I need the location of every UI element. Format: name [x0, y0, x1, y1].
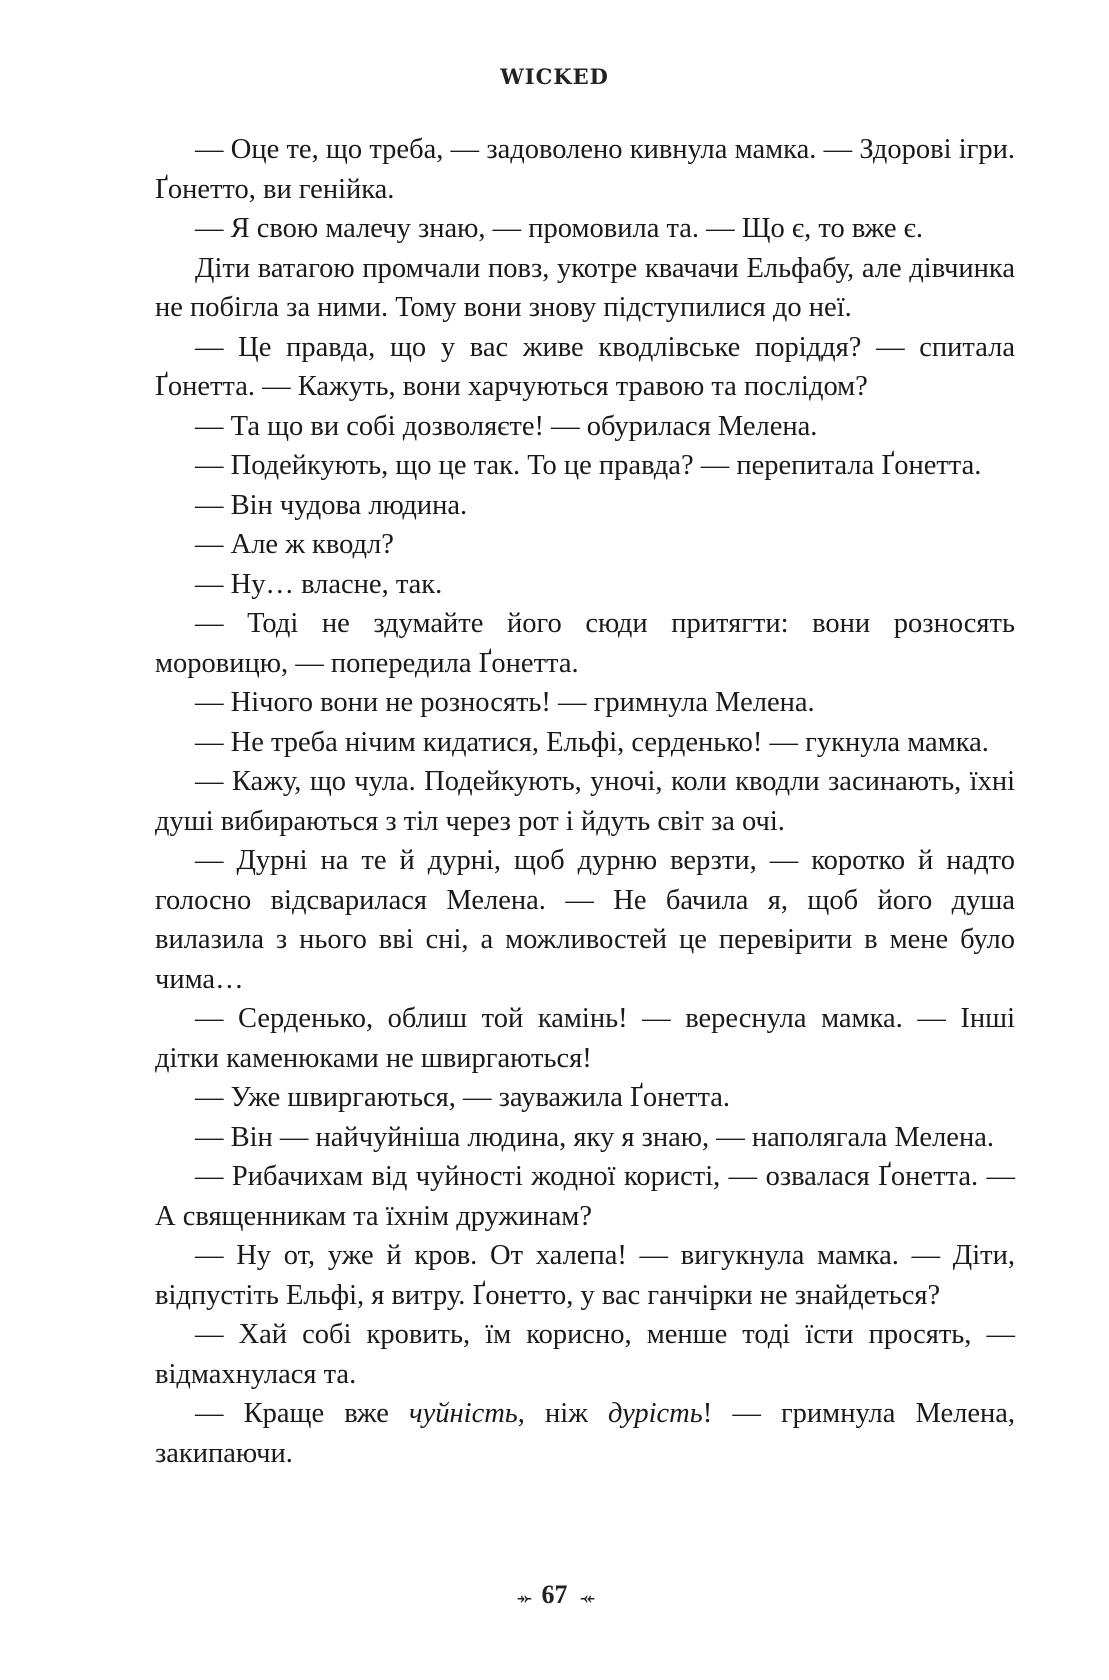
paragraph-21-part2: , ніж: [517, 1398, 609, 1429]
paragraph-19: — Ну от, уже й кров. От халепа! — вигукнула мамка. — Діти, відпустіть Ельфі, я витру. Ґонетто, у вас ганчірки не знайдеться?: [155, 1240, 1015, 1311]
paragraph-3: Діти ватагою промчали повз, укотре квачачи Ельфабу, але дівчинка не побігла за ними. Тому вони знову підступилися до неї.: [155, 252, 1015, 323]
paragraph-7: — Він чудова людина.: [195, 489, 468, 521]
paragraph-4: — Це правда, що у вас живе кводлівське поріддя? — спитала Ґонетта. — Кажуть, вони харчуються травою та послідом?: [155, 331, 1015, 402]
ornament-left-icon: -»-: [517, 1586, 529, 1607]
paragraph-20: — Хай собі кровить, їм корисно, менше тоді їсти просять, — відмахнулася та.: [155, 1319, 1015, 1390]
paragraph-6: — Подейкують, що це так. То це правда? — перепитала Ґонетта.: [195, 450, 982, 481]
paragraph-21-italic1: чуйність: [409, 1398, 518, 1429]
paragraph-21-italic2: дурість: [608, 1398, 703, 1429]
paragraph-13: — Кажу, що чула. Подейкують, уночі, коли кводли засинають, їхні душі вибираються з тіл через рот і йдуть світ за очі.: [155, 766, 1015, 837]
page-number: 67: [541, 1580, 568, 1609]
paragraph-1: — Оце те, що треба, — задоволено кивнула мамка. — Здорові ігри. Ґонетто, ви генійка.: [155, 134, 1015, 205]
page-footer: [0, 1580, 1109, 1610]
paragraph-10: — Тоді не здумайте його сюди притягти: вони розносять моровицю, — попередила Ґонетта.: [155, 608, 1015, 679]
paragraph-2: — Я свою малечу знаю, — промовила та. — Що є, то вже є.: [195, 213, 923, 244]
ornament-right-icon: -«-: [580, 1586, 592, 1607]
paragraph-21-part3: ! — гримнула Мелена, закипаючи.: [155, 1398, 1015, 1469]
paragraph-14: — Дурні на те й дурні, щоб дурню верзти, — коротко й надто голосно відсварилася Мелена. — Не бачила я, щоб його душа вилазила з нього вві сні, а можливостей це перевірити в мене було чима…: [155, 845, 1015, 995]
paragraph-21-part1: — Краще вже: [195, 1398, 410, 1429]
paragraph-5: — Та що ви собі дозволяєте! — обурилася Мелена.: [195, 410, 818, 442]
paragraph-11: — Нічого вони не розносять! — гримнула Мелена.: [195, 687, 815, 718]
paragraph-8: — Але ж кводл?: [195, 529, 394, 560]
paragraph-18: — Рибачихам від чуйності жодної користі, — озвалася Ґонетта. — А священникам та їхнім дружинам?: [155, 1161, 1015, 1232]
paragraph-21: [155, 1394, 1015, 1473]
paragraph-9: — Ну… власне, так.: [195, 568, 443, 600]
paragraph-12: — Не треба нічим кидатися, Ельфі, серденько! — гукнула мамка.: [195, 726, 989, 758]
body-text: [155, 130, 1015, 1473]
paragraph-15: — Серденько, облиш той камінь! — вереснула мамка. — Інші дітки каменюками не швиргаються!: [155, 1003, 1015, 1074]
paragraph-17: — Він — найчуйніша людина, яку я знаю, — наполягала Мелена.: [195, 1121, 994, 1153]
running-head: WICKED: [500, 64, 609, 89]
paragraph-16: — Уже швиргаються, — зауважила Ґонетта.: [195, 1082, 731, 1113]
